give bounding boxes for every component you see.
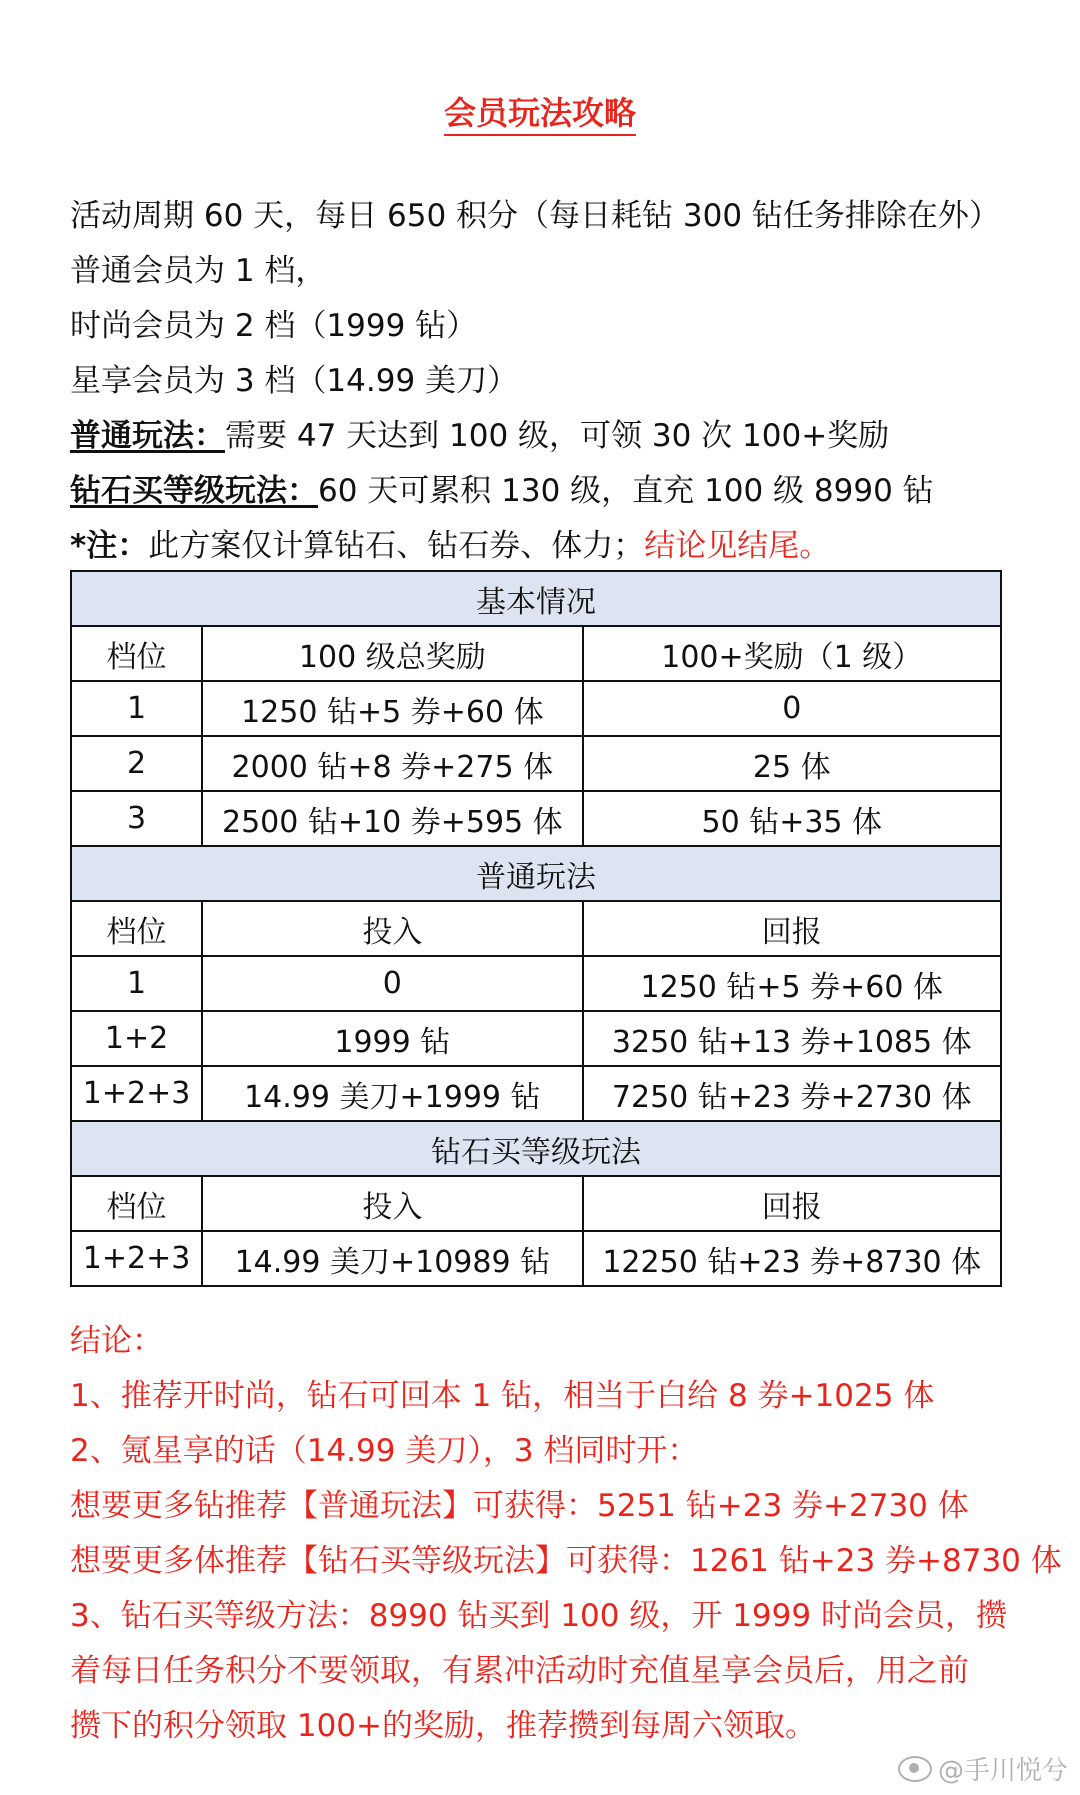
table-row bbox=[71, 736, 1001, 791]
table-row bbox=[71, 956, 1001, 1011]
table-cell: 1250 钻+5 券+60 体 bbox=[202, 681, 582, 736]
column-header: 100+奖励（1 级） bbox=[583, 626, 1001, 681]
table-cell: 1999 钻 bbox=[202, 1011, 582, 1066]
conclusion-line: 想要更多钻推荐【普通玩法】可获得：5251 钻+23 券+2730 体 bbox=[70, 1488, 969, 1524]
table-row bbox=[71, 1066, 1001, 1121]
section-header-row bbox=[71, 571, 1001, 626]
weibo-eye-icon bbox=[898, 1756, 932, 1782]
section-header-normal: 普通玩法 bbox=[71, 846, 1001, 901]
watermark-text: @手川悦兮 bbox=[937, 1756, 1068, 1786]
column-header: 投入 bbox=[202, 901, 582, 956]
table-cell: 0 bbox=[202, 956, 582, 1011]
column-header-row bbox=[71, 901, 1001, 956]
section-header-basic: 基本情况 bbox=[71, 571, 1001, 626]
table-cell: 2500 钻+10 券+595 体 bbox=[202, 791, 582, 846]
column-header: 回报 bbox=[583, 1176, 1001, 1231]
section-header-diamond: 钻石买等级玩法 bbox=[71, 1121, 1001, 1176]
column-header: 档位 bbox=[71, 626, 202, 681]
table-cell: 2000 钻+8 券+275 体 bbox=[202, 736, 582, 791]
column-header-row bbox=[71, 1176, 1001, 1231]
note-prefix: *注： bbox=[70, 528, 149, 564]
conclusion-line: 2、氪星享的话（14.99 美刀），3 档同时开： bbox=[70, 1433, 699, 1469]
column-header-row bbox=[71, 626, 1001, 681]
note-red: 结论见结尾。 bbox=[644, 528, 831, 564]
intro-line-tier3: 星享会员为 3 档（14.99 美刀） bbox=[70, 363, 519, 399]
table-cell: 14.99 美刀+10989 钻 bbox=[202, 1231, 582, 1286]
table-cell: 2 bbox=[71, 736, 202, 791]
table-cell: 3250 钻+13 券+1085 体 bbox=[583, 1011, 1001, 1066]
table-cell: 1 bbox=[71, 956, 202, 1011]
page-title: 会员玩法攻略 bbox=[0, 88, 1080, 134]
table-cell: 1+2+3 bbox=[71, 1231, 202, 1286]
diamond-label: 钻石买等级玩法： bbox=[70, 473, 318, 509]
table-cell: 50 钻+35 体 bbox=[583, 791, 1001, 846]
table-row bbox=[71, 791, 1001, 846]
table-row bbox=[71, 681, 1001, 736]
intro-block bbox=[70, 195, 1070, 580]
section-header-row bbox=[71, 846, 1001, 901]
table-cell: 1+2+3 bbox=[71, 1066, 202, 1121]
column-header: 回报 bbox=[583, 901, 1001, 956]
normal-label: 普通玩法： bbox=[70, 418, 225, 454]
table-cell: 25 体 bbox=[583, 736, 1001, 791]
intro-line-normal bbox=[70, 415, 1070, 470]
intro-line-diamond bbox=[70, 470, 1070, 525]
table-cell: 1 bbox=[71, 681, 202, 736]
table-cell: 7250 钻+23 券+2730 体 bbox=[583, 1066, 1001, 1121]
conclusion-line: 想要更多体推荐【钻石买等级玩法】可获得：1261 钻+23 券+8730 体 bbox=[70, 1543, 1062, 1579]
diamond-text: 60 天可累积 130 级，直充 100 级 8990 钻 bbox=[318, 473, 934, 509]
conclusion-heading: 结论： bbox=[70, 1323, 163, 1359]
table-row bbox=[71, 1231, 1001, 1286]
conclusion-line: 1、推荐开时尚，钻石可回本 1 钻，相当于白给 8 券+1025 体 bbox=[70, 1378, 935, 1414]
intro-line-period: 活动周期 60 天，每日 650 积分（每日耗钻 300 钻任务排除在外） bbox=[70, 198, 1000, 234]
column-header: 档位 bbox=[71, 901, 202, 956]
conclusion-line: 着每日任务积分不要领取，有累冲活动时充值星享会员后，用之前 bbox=[70, 1653, 969, 1689]
column-header: 投入 bbox=[202, 1176, 582, 1231]
intro-line-tier1: 普通会员为 1 档， bbox=[70, 253, 327, 289]
reward-table bbox=[70, 570, 1002, 1287]
column-header: 档位 bbox=[71, 1176, 202, 1231]
table-row bbox=[71, 1011, 1001, 1066]
table-cell: 1250 钻+5 券+60 体 bbox=[583, 956, 1001, 1011]
conclusion-block bbox=[70, 1320, 1080, 1760]
table-cell: 12250 钻+23 券+8730 体 bbox=[583, 1231, 1001, 1286]
section-header-row bbox=[71, 1121, 1001, 1176]
conclusion-line: 3、钻石买等级方法：8990 钻买到 100 级，开 1999 时尚会员，攒 bbox=[70, 1598, 1007, 1634]
note-text: 此方案仅计算钻石、钻石券、体力； bbox=[148, 528, 645, 564]
conclusion-line: 攒下的积分领取 100+的奖励，推荐攒到每周六领取。 bbox=[70, 1708, 816, 1744]
table-cell: 0 bbox=[583, 681, 1001, 736]
table-cell: 14.99 美刀+1999 钻 bbox=[202, 1066, 582, 1121]
intro-line-tier2: 时尚会员为 2 档（1999 钻） bbox=[70, 308, 478, 344]
column-header: 100 级总奖励 bbox=[202, 626, 582, 681]
normal-text: 需要 47 天达到 100 级，可领 30 次 100+奖励 bbox=[225, 418, 890, 454]
table-cell: 1+2 bbox=[71, 1011, 202, 1066]
watermark bbox=[898, 1750, 1068, 1787]
table-cell: 3 bbox=[71, 791, 202, 846]
